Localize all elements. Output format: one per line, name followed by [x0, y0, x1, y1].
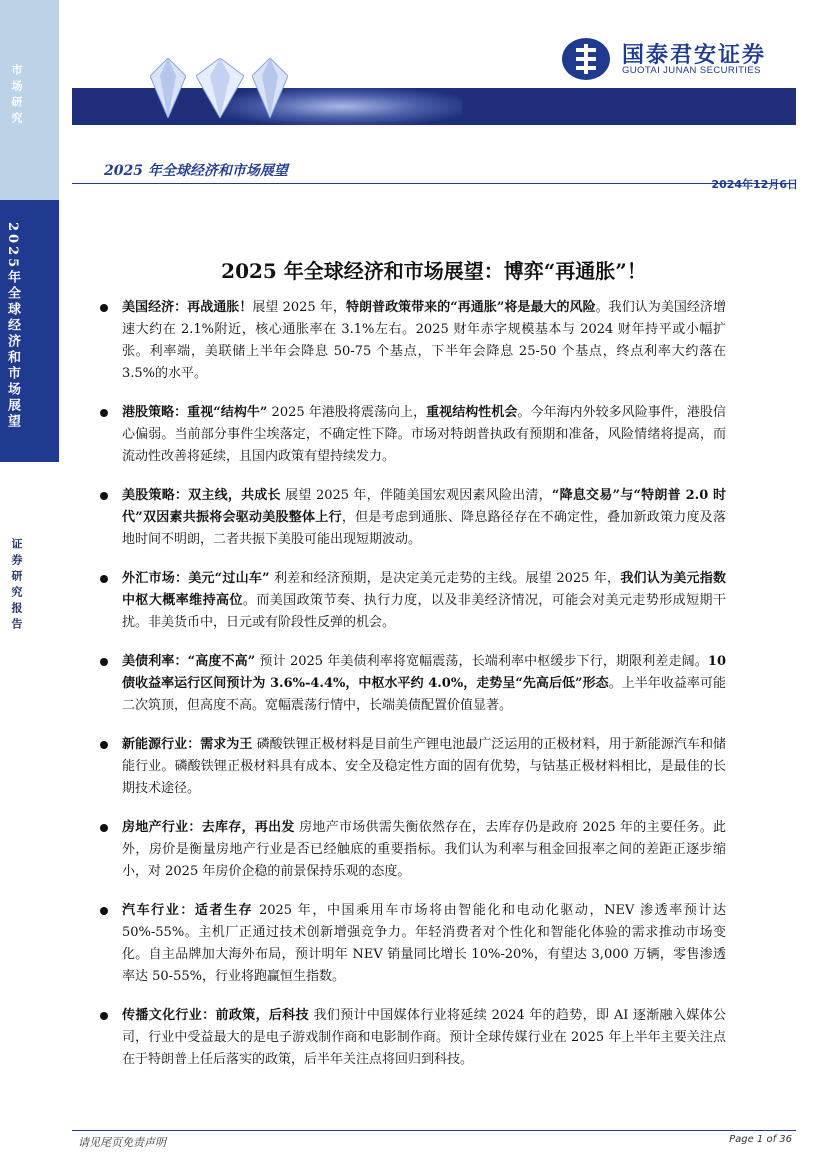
- bullet-text: 2025 年，中国乘用车市场将由智能化和电动化驱动，NEV 渗透率预计达 50%-55%。主机厂正通过技术创新增强竞争力。年轻消费者对个性化和智能化体验的需求推动市场变化。自主品牌加大海外布局，预计明年 NEV 销量同比增长 10%-20%，有望达 3,000 万辆，零售渗透率达 50-55%，行业将跑赢恒生指数。: [122, 903, 726, 984]
- diamond-icon: [196, 58, 244, 118]
- bullet-paragraph: [122, 568, 726, 634]
- report-date: 2024年12月6日: [711, 178, 798, 191]
- bullet-emphasis: 美股策略：双主线，共成长: [122, 488, 281, 503]
- bullet-text: 磷酸铁锂正极材料是目前生产锂电池最广泛运用的正极材料，用于新能源汽车和储能行业。磷酸铁锂正极材料具有成本、安全及稳定性方面的固有优势，与钴基正极材料相比，是最佳的长期技术途径。: [122, 737, 726, 796]
- diamond-icon: [150, 58, 186, 118]
- bullet-text: 展望 2025 年，伴随美国宏观因素风险出清，: [280, 488, 552, 503]
- bullet-paragraph: [122, 1005, 726, 1071]
- bullet-paragraph: [122, 900, 726, 988]
- left-sidebar: [0, 0, 59, 1169]
- bullet-dot-icon: [100, 409, 108, 417]
- bullet-dot-icon: [100, 492, 108, 500]
- bullet-dot-icon: [100, 1012, 108, 1020]
- bullet-emphasis: 房地产行业：去库存，再出发: [122, 820, 295, 835]
- logo-mark-icon: [562, 38, 610, 80]
- bullet-text: 我们预计中国媒体行业将延续 2024 年的趋势，即 AI 逐渐融入媒体公司，行业中受益最大的是电子游戏制作商和电影制作商。预计全球传媒行业在 2025 年上半年主要关注点在于特朗普上任后落实的政策，后半年关注点将回归到科技。: [122, 1008, 726, 1067]
- bullet-paragraph: [122, 817, 726, 883]
- bullet-text: 。我们认为美国经济增速大约在 2.1%附近，核心通胀率在 3.1%左右。2025 财年赤字规模基本与 2024 财年持平或小幅扩张。利率端，美联储上半年会降息 50-75 个基点，下半年会降息 25-50 个基点，终点利率大约落在 3.5%的水平。: [122, 300, 726, 381]
- bullet-dot-icon: [100, 824, 108, 832]
- report-kicker: 2025 年全球经济和市场展望: [104, 163, 288, 179]
- bullet-emphasis: 我们认为美元指数中枢大概率维持高位: [122, 571, 726, 608]
- page-number: Page 1 of 36: [729, 1134, 792, 1145]
- bullet-paragraph: [122, 485, 726, 551]
- sidebar-label-securities-research: 证券研究报告: [10, 538, 23, 634]
- bullet-text: 展望 2025 年，: [252, 300, 346, 315]
- bullet-text: 。今年海内外较多风险事件，港股信心偏弱。当前部分事件尘埃落定，不确定性下降。市场对特朗普执政有预期和准备，风险情绪将提高，而流动性改善将延续，且国内政策有望持续发力。: [122, 405, 726, 464]
- bullet-emphasis: 美国经济：再战通胀！: [122, 300, 253, 315]
- bullet-dot-icon: [100, 741, 108, 749]
- bullet-text: 利差和经济预期，是决定美元走势的主线。展望 2025 年，: [269, 571, 621, 586]
- company-logo: [562, 38, 802, 82]
- bullet-emphasis: 特朗普政策带来的“再通胀”将是最大的风险: [345, 300, 596, 315]
- bullet-dot-icon: [100, 658, 108, 666]
- sidebar-label-market-research: 市场研究: [10, 64, 23, 128]
- bullet-paragraph: [122, 651, 726, 717]
- summary-bullet-list: [122, 297, 726, 1088]
- sidebar-label-report-title: 2025年全球经济和市场展望: [5, 222, 20, 431]
- bullet-paragraph: [122, 402, 726, 468]
- bullet-emphasis: 美债利率：“高度不高”: [122, 654, 256, 669]
- bullet-emphasis: 外汇市场：美元“过山车”: [122, 571, 270, 586]
- footer-divider: [72, 1130, 796, 1131]
- bullet-text: 。上半年收益率可能二次筑顶，但高度不高。宽幅震荡行情中，长端美债配置价值显著。: [122, 676, 726, 713]
- header-divider: [72, 183, 796, 184]
- bullet-emphasis: 新能源行业：需求为王: [122, 737, 253, 752]
- bullet-emphasis: 重视结构性机会: [426, 405, 518, 420]
- bullet-text: 2025 年港股将震荡向上，: [267, 405, 427, 420]
- bullet-dot-icon: [100, 575, 108, 583]
- bullet-text: ，但是考虑到通胀、降息路径存在不确定性，叠加新政策力度及落地时间不明朗，二者共振下美股可能出现短期波动。: [122, 510, 726, 547]
- bullet-paragraph: [122, 297, 726, 385]
- logo-english-name: GUOTAI JUNAN SECURITIES: [622, 65, 761, 76]
- bullet-emphasis: 港股策略：重视“结构牛”: [122, 405, 268, 420]
- bullet-emphasis: 传播文化行业：前政策，后科技: [122, 1008, 309, 1023]
- bullet-emphasis: 10 债收益率运行区间预计为 3.6%-4.4%，中枢水平约 4.0%，走势呈“先高后低”形态: [122, 654, 726, 691]
- bullet-paragraph: [122, 734, 726, 800]
- bullet-dot-icon: [100, 907, 108, 915]
- bullet-dot-icon: [100, 304, 108, 312]
- bullet-emphasis: “降息交易”与“特朗普 2.0 时代”双因素共振将会驱动美股整体上行: [122, 488, 726, 525]
- diamond-icon: [252, 58, 288, 118]
- footer-disclaimer: 请见尾页免责声明: [78, 1136, 166, 1149]
- page-title: 2025 年全球经济和市场展望：博弈“再通胀”！: [221, 259, 647, 283]
- bullet-emphasis: 汽车行业：适者生存: [122, 903, 254, 918]
- logo-chinese-name: 国泰君安证券: [622, 43, 767, 68]
- bullet-text: 预计 2025 年美债利率将宽幅震荡，长端利率中枢缓步下行，期限利差走阔。: [255, 654, 708, 669]
- bullet-text: 。而美国政策节奏、执行力度，以及非美经济情况，可能会对美元走势形成短期干扰。非美货币中，日元或有阶段性反弹的机会。: [122, 593, 726, 630]
- bullet-text: 房地产市场供需失衡依然存在，去库存仍是政府 2025 年的主要任务。此外，房价是衡量房地产行业是否已经触底的重要指标。我们认为利率与租金回报率之间的差距正逐步缩小，对 2025 年房价企稳的前景保持乐观的态度。: [122, 820, 726, 879]
